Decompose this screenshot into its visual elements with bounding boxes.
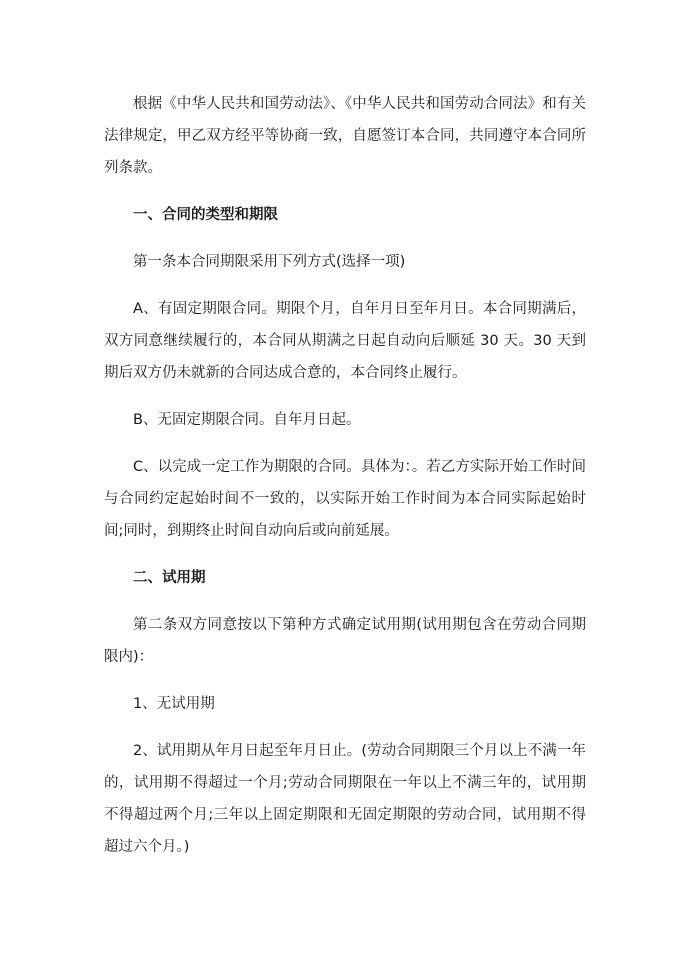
intro-paragraph: 根据《中华人民共和国劳动法》、《中华人民共和国劳动合同法》和有关法律规定，甲乙双方经平等协商一致，自愿签订本合同，共同遵守本合同所列条款。 [104,96,586,176]
item-1-paragraph: 1、无试用期 [133,696,215,712]
option-c-paragraph: C、以完成一定工作为期限的合同。具体为：。若乙方实际开始工作时间与合同约定起始时间不一致的，以实际开始工作时间为本合同实际起始时间;同时，到期终止时间自动向后或向前延展。 [104,459,586,539]
section-heading-contract-type: 一、合同的类型和期限 [133,207,278,223]
option-b-paragraph: B、无固定期限合同。自年月日起。 [133,412,361,428]
article-1: 第一条本合同期限采用下列方式(选择一项) [133,254,406,270]
item-2-paragraph: 2、试用期从年月日起至年月日止。(劳动合同期限三个月以上不满一年的，试用期不得超过一个月;劳动合同期限在一年以上不满三年的，试用期不得超过两个月;三年以上固定期限和无固定期限的劳动合同，试用期不得超过六个月。) [104,743,586,855]
section-heading-probation: 二、试用期 [133,570,206,586]
option-a-paragraph: A、有固定期限合同。期限个月，自年月日至年月日。本合同期满后，双方同意继续履行的，本合同从期满之日起自动向后顺延 30 天。30 天到期后双方仍未就新的合同达成合意的，本合同终止履行。 [104,301,586,381]
article-2: 第二条双方同意按以下第种方式确定试用期(试用期包含在劳动合同期限内)： [104,617,586,665]
document-page [104,88,586,863]
